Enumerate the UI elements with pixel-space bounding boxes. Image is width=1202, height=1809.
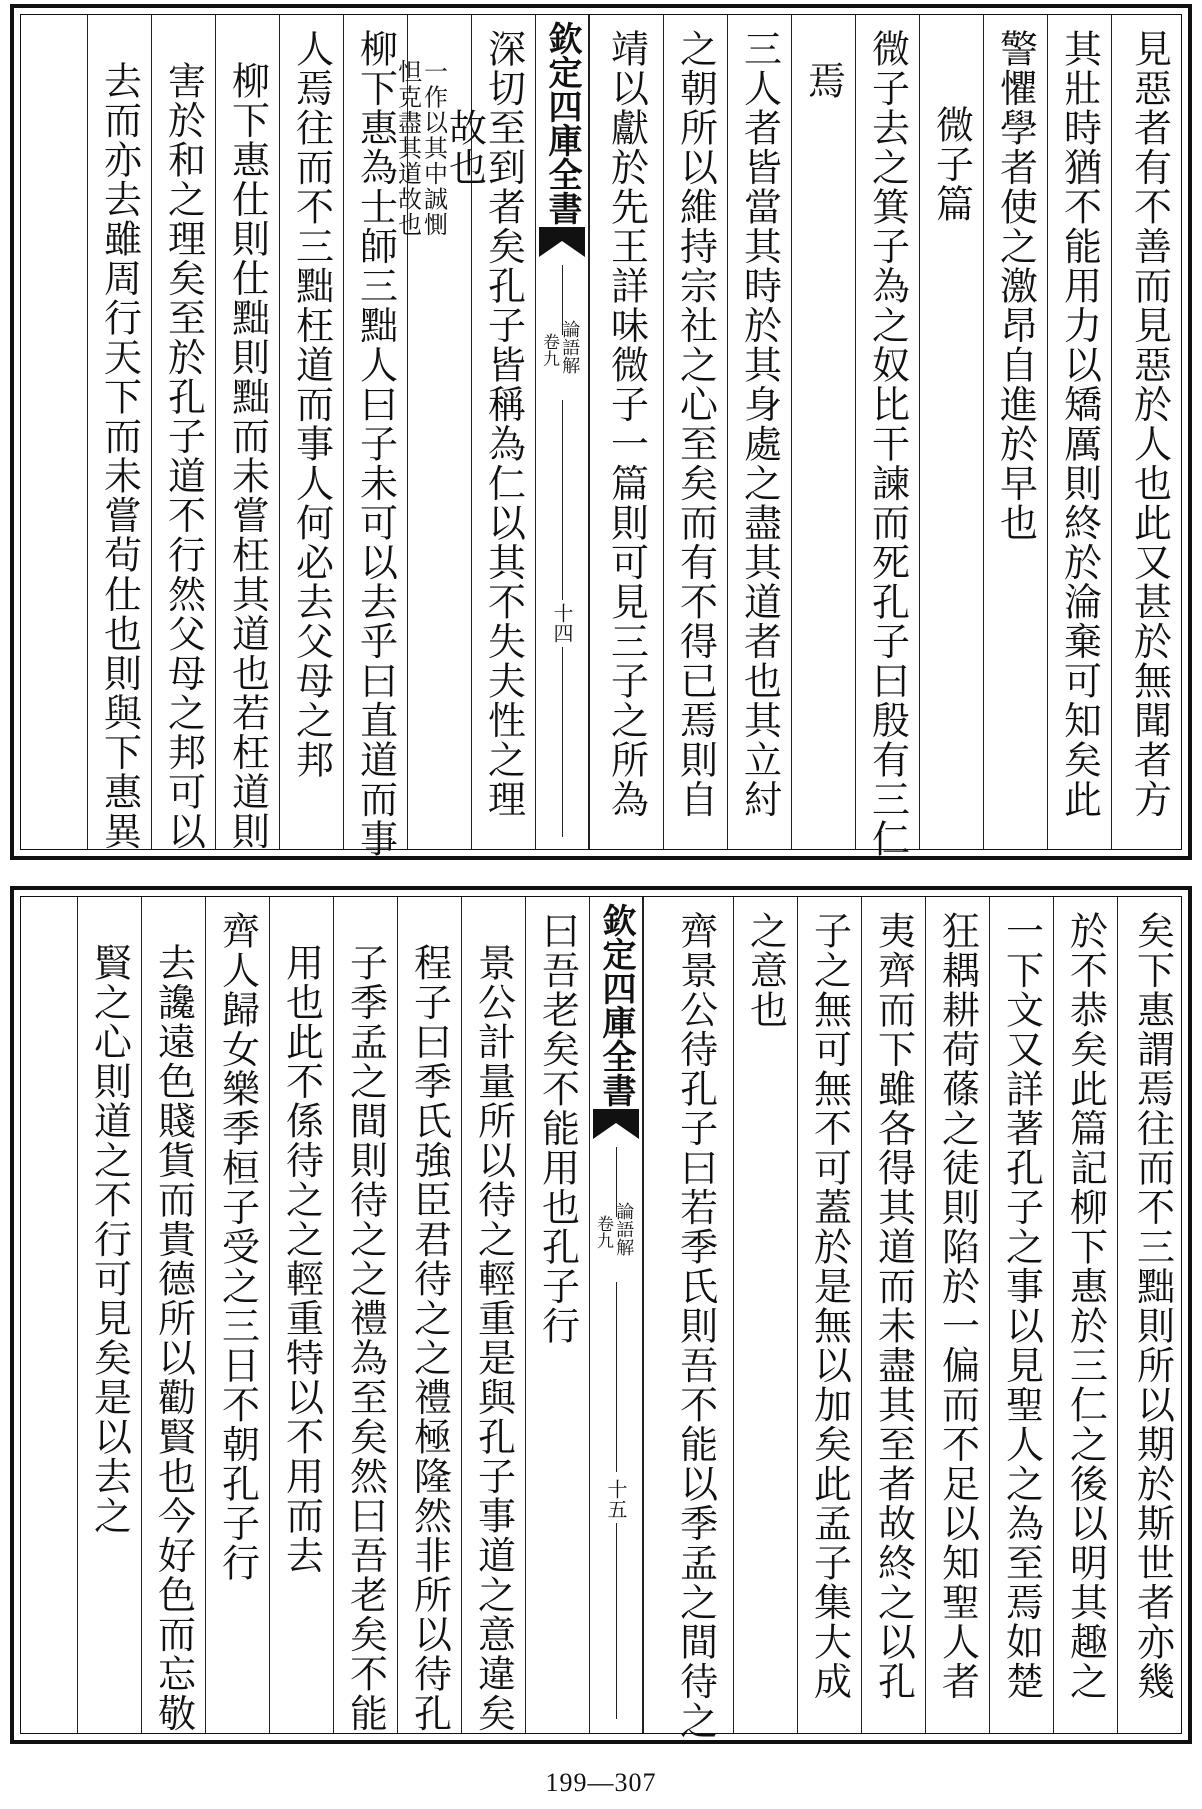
bottom-page (10, 886, 1192, 1744)
column-text: 齊人歸女樂季桓子受之三日不朝孔子行 (215, 911, 260, 1583)
column-text: 曰吾老矣不能用也孔子行 (535, 911, 580, 1346)
column-text: 夷齊而下雖各得其道而未盡其至者故終之以孔 (871, 911, 916, 1701)
column-text (393, 57, 487, 238)
text-column (797, 897, 861, 1733)
column-text: 用也此不係待之之輕重特以不用而去 (279, 943, 324, 1575)
column-text: 一下文又詳著孔子之事以見聖人之為至焉如楚 (999, 911, 1044, 1701)
column-text: 狂耦耕荷蓧之徒則陷於一偏而不足以知聖人者 (935, 911, 980, 1701)
text-column (925, 897, 989, 1733)
column-text: 子之無可無不可蓋於是無以加矣此孟子集大成 (807, 911, 852, 1701)
blank-column (21, 15, 87, 849)
blank-column (21, 897, 77, 1733)
text-column (733, 897, 797, 1733)
column-text: 靖以獻於先王詳味微子一篇則可見三子之所為 (604, 29, 649, 819)
top-spine (535, 15, 589, 849)
text-column (269, 897, 333, 1733)
column-text: 矣下惠謂焉往而不三黜則所以期於斯世者亦幾 (1130, 911, 1175, 1701)
column-text: 害於和之理矣至於孔子道不行然父母之邦可以 (161, 61, 206, 851)
text-column (77, 897, 141, 1733)
text-column (855, 15, 919, 859)
column-text: 警懼學者使之激昂自進於早也 (993, 29, 1038, 543)
top-spine-volume: 卷九 (539, 333, 559, 367)
text-column (141, 897, 205, 1733)
text-column (279, 15, 343, 849)
column-text: 景公計量所以待之輕重是與孔子事道之意違矣 (471, 943, 516, 1733)
text-column (397, 897, 461, 1733)
text-column (589, 15, 663, 849)
column-text: 柳下惠為士師三黜人曰子未可以去乎曰直道而事 (353, 29, 398, 859)
text-column (87, 15, 151, 849)
top-page (10, 4, 1192, 860)
text-column (861, 897, 925, 1733)
text-column (343, 15, 407, 859)
column-text: 見惡者有不善而見惡於人也此又甚於無聞者方 (1127, 29, 1172, 819)
column-text: 子季孟之間則待之之禮為至矣然曰吾老矣不能 (343, 943, 388, 1733)
column-text: 深切至到者矣孔子皆稱為仁以其不失夫性之理 (481, 29, 526, 819)
page-number: 199—307 (545, 1768, 657, 1797)
annotation-right: 一作以其中誠惻 (419, 59, 448, 238)
column-text: 人焉往而不三黜枉道而事人何必去父母之邦 (289, 29, 334, 780)
column-text: 賢之心則道之不行可見矣是以去之 (87, 943, 132, 1536)
fishtail-ornament-icon (593, 1109, 639, 1143)
column-text: 去讒遠色賤貨而貴德所以勸賢也今好色而忘敬 (151, 943, 196, 1733)
fishtail-ornament-icon (539, 227, 585, 261)
top-page-frame (20, 14, 1182, 859)
column-main-text: 故也 (442, 107, 487, 187)
bottom-page-frame (20, 896, 1182, 1741)
column-text: 焉 (801, 61, 846, 101)
text-column (643, 897, 733, 1741)
column-text: 柳下惠仕則仕黜則黜而未嘗枉其道也若枉道則 (225, 61, 270, 851)
column-text: 之意也 (743, 911, 788, 1030)
column-text: 之朝所以維持宗社之心至矣而有不得已焉則自 (673, 29, 718, 819)
text-column (989, 897, 1053, 1733)
column-text: 於不恭矣此篇記柳下惠於三仁之後以明其趣之 (1063, 911, 1108, 1701)
bottom-spine-leaf-number: 十五 (604, 1479, 628, 1519)
text-column (393, 15, 487, 849)
text-column (1117, 897, 1187, 1733)
annotation-left: 怛克盡其道故也 (393, 59, 422, 238)
text-column (983, 15, 1047, 849)
column-text: 齊景公待孔子曰若季氏則吾不能以季孟之間待之 (673, 911, 718, 1741)
text-column (1053, 897, 1117, 1733)
top-spine-title: 欽定四庫全書 (542, 21, 582, 225)
text-column (205, 897, 269, 1733)
text-column (791, 15, 855, 849)
bottom-spine-volume: 卷九 (593, 1215, 613, 1249)
chapter-heading: 微子篇 (929, 105, 974, 224)
column-text: 其壯時猶不能用力以矯厲則終於淪棄可知矣此 (1057, 29, 1102, 819)
text-column (151, 15, 215, 849)
column-text: 三人者皆當其時於其身處之盡其道者也其立紂 (737, 29, 782, 819)
top-spine-leaf-number: 十四 (550, 603, 574, 643)
top-spine-book-name: 論語解 (559, 320, 581, 374)
column-text: 去而亦去雖周行天下而未嘗茍仕也則與下惠異 (97, 61, 142, 851)
text-column (1047, 15, 1111, 849)
text-column (727, 15, 791, 849)
bottom-spine-book-name: 論語解 (613, 1202, 635, 1256)
text-column (663, 15, 727, 849)
bottom-spine-title: 欽定四庫全書 (596, 903, 636, 1107)
bottom-spine (589, 897, 643, 1733)
text-column (215, 15, 279, 849)
text-column (525, 897, 589, 1733)
column-text: 程子曰季氏強臣君待之之禮極隆然非所以待孔 (407, 943, 452, 1733)
text-column (333, 897, 397, 1733)
text-column (461, 897, 525, 1733)
text-column (919, 15, 983, 849)
text-column (1111, 15, 1187, 849)
column-text: 微子去之箕子為之奴比干諫而死孔子曰殷有三仁 (865, 29, 910, 859)
